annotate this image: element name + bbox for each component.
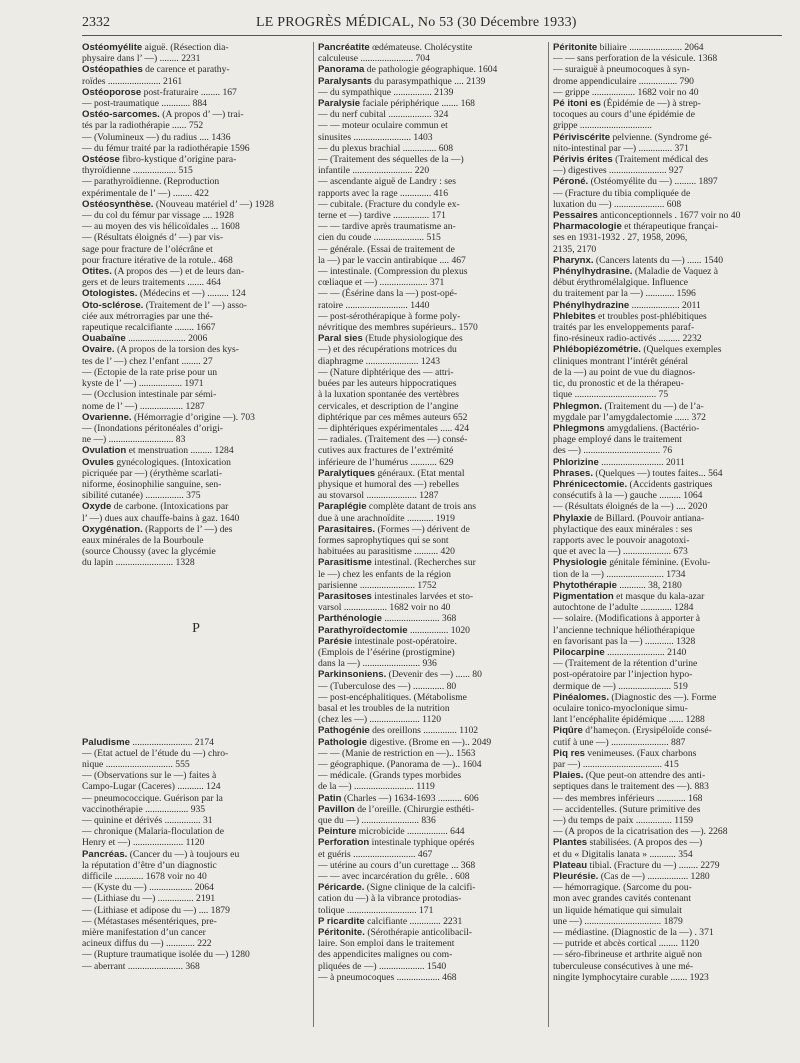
index-entry [318,42,546,64]
entry-text [82,333,310,344]
index-entry [318,591,546,613]
entry-text [553,725,781,747]
entry-details: (A propos de la torsion des kys- tes de l’ —) chez l’enfant ........ 27 — (Ectopie de la rate prise pour un kyste de l’ —) .................. 1971 — (Occlusion intestinale par sémi- nome de l’ —) .................. 1287 [82,344,239,412]
entry-text [318,804,546,826]
index-entry [318,725,546,736]
entry-text [318,76,546,98]
entry-text [318,64,546,75]
entry-headword: Plateau [553,859,588,871]
entry-text [82,412,310,446]
index-entry [82,109,310,154]
entry-headword: Ostéosynthèse. [82,198,154,210]
index-entry [553,132,781,154]
entry-text [82,87,310,109]
index-entry [318,927,546,983]
entry-text [553,837,781,859]
index-entry [553,423,781,457]
entry-text [82,300,310,334]
entry-headword: Phlorizine [553,456,599,468]
entry-headword: Peinture [318,826,357,838]
entry-headword: Pessaires [553,210,598,222]
index-entry [553,98,781,132]
entry-text [553,692,781,726]
entry-headword: Parkinsoniens. [318,669,387,681]
index-entry [82,266,310,288]
entry-headword: Péritonite. [318,927,365,939]
entry-text [318,468,546,502]
page-header [82,13,782,33]
entry-headword: Phrénicectomie. [553,478,628,490]
entry-details: .................... 2011 [629,299,701,311]
entry-text [318,98,546,333]
entry-details: complète datant de trois ans due à une arachnoïdite ........... 1919 [318,501,477,524]
index-entry [553,871,781,983]
index-column-3 [553,42,781,983]
section-letter: P [192,620,200,636]
entry-details: d’hameçon. (Erysipéloïde consé- cutif à une —) ........................ 887 [553,725,712,748]
entry-headword: Ostéose [82,154,120,166]
entry-text [82,457,310,502]
entry-headword: Paraplégie [318,501,367,513]
entry-headword: Oto-sclérose. [82,299,144,311]
entry-headword: Ostéoporose [82,86,142,98]
index-entry [318,98,546,333]
index-entry [82,333,310,344]
entry-details: intestinale post-opératoire. (Emplois de l’ésérine (prostigmine) dans la —) ........................ 936 [318,635,457,670]
page-number: 2332 [82,15,110,30]
entry-headword: Ovules [82,456,114,468]
entry-text [318,669,546,725]
entry-details: de carence et parathy- roïdes ...................... 2161 [82,64,230,87]
entry-headword: Pancréas. [82,848,128,860]
entry-text [553,98,781,132]
entry-details: (Maladie de Vaquez à début érythromélalgique. Influence du traitement par la —) ............ 1596 [553,266,719,300]
entry-headword: Ovarienne. [82,411,132,423]
entry-headword: Parathyroïdectomie [318,624,408,636]
entry-text [82,199,310,266]
index-entry [318,882,546,916]
entry-text [553,423,781,457]
entry-headword: Phlegmon. [553,400,603,412]
entry-text [82,109,310,154]
entry-text [553,311,781,345]
index-entry [553,557,781,579]
index-entry [553,210,781,221]
entry-details: et menstruation ......... 1284 [126,445,234,457]
index-entry [553,468,781,479]
entry-text [553,344,781,400]
entry-text [553,176,781,210]
entry-headword: Piqûre [553,725,583,737]
entry-headword: Phlegmons [553,422,605,434]
index-entry [553,860,781,871]
index-entry [82,524,310,569]
index-entry [553,154,781,176]
entry-text [553,748,781,770]
entry-text [553,221,781,255]
entry-text [553,580,781,591]
entry-headword: Pancréatite [318,42,370,53]
entry-text [82,501,310,523]
entry-details: (Nouveau matériel d’ —) 1928 — du col du fémur par vissage .... 1928 — au moyen des vis hélicoïdales ... 1608 — (Résultats éloignés d’ —) par vis- sage pour fracture de l’olécrâne et pour fracture itérative de la rotule.. 468 [82,198,274,266]
index-entry [82,412,310,446]
entry-details: faciale périphérique ....... 168 — du nerf cubital .................. 324 — — moteur oculaire commun et sinusites ........................ 1403 — du plexus brachial .............. 608 — (Traitement des séquelles de la —) infantile ......................... 220 — ascendante aiguë de Landry : ses rapports avec la rage ............. 416 — cubitale. (Fracture du condyle ex- terne et —) tardive ............... 171 — — tardive après traumatisme an- cien du coude ..................... 515 — générale. (Essai de traitement de la —) par le vaccin antirabique .... 467 — intestinale. (Compression du plexus cœliaque et —) .................... 371 — — (Ésérine dans la —) post-opé- ratoire .......................... 1440 — post-sérothérapique à forme poly- névritique des membres supérieurs.. 1570 [318,98,478,334]
entry-headword: Parasitisme [318,557,372,569]
entry-text [82,524,310,569]
index-entry [553,837,781,859]
entry-details: intestinales larvées et sto- varsol .................. 1682 voir no 40 [318,590,474,614]
column-divider [313,42,314,1027]
entry-details: génitale féminine. (Evolu- tion de la —) ........................ 1734 [553,557,711,580]
entry-text [82,288,310,299]
index-entry [318,737,546,793]
entry-headword: Ostéo-sarcomes. [82,109,160,121]
entry-details: (Quelques exemples cliniques montrant l’intérêt général de la —) au point de vue du diagnos- tic, du pronostic et de la thérapeu- tique .................................. 75 [553,344,722,401]
entry-details: biliaire ...................... 2064 — — sans perforation de la vésicule. 1368 — suraiguë à pneumocoques à syn- drome appendiculaire ................ 790 — grippe .................. 1682 voir no 40 [553,42,718,98]
index-entry [553,692,781,726]
entry-text [318,625,546,636]
entry-headword: Péritonite [553,42,598,53]
index-entry [553,221,781,255]
index-entry [553,748,781,770]
entry-headword: Parthénologie [318,613,382,625]
entry-details: (Ostéomyélite du —) ......... 1897 — (Fracture du tibia compliquée de luxation du —) ..................... 608 [553,176,718,210]
index-entry [553,725,781,747]
entry-text [318,882,546,916]
index-entry [318,625,546,636]
entry-headword: Patin [318,792,342,804]
entry-details: anticonceptionnels . 1677 voir no 40 [597,210,741,222]
entry-details: intestinal. (Recherches sur le —) chez les enfants de la région parisienne ....................... 1752 [318,557,476,591]
index-entry [82,288,310,299]
entry-text [318,501,546,523]
index-entry [553,479,781,513]
entry-headword: Paralysie [318,98,361,110]
entry-details: (Devenir des —) ...... 80 — (Tuberculose des —) ............. 80 — post-encéphalitiques. (Métabolisme basal et les troubles de la nutrition (chez les —) ..................... 1120 [318,669,482,726]
entry-text [82,445,310,456]
entry-text [318,524,546,558]
entry-headword: Ouabaïne [82,333,126,345]
entry-details: ........... 38, 2180 [616,579,682,591]
entry-headword: Phénylhydrasine. [553,266,633,278]
entry-details: ........................ 2140 — (Traitement de la rétention d’urine post-opératoire par l’injection hypo- dermique de —) ...................... 519 [553,646,698,692]
entry-details: (Diagnostic des —). Forme oculaire tonico-myoclonique simu- lant l’encéphalite épidémique ...... 1288 [553,691,717,726]
index-entry [318,468,546,502]
entry-details: des oreillons .............. 1102 [369,725,479,737]
index-entry [318,613,546,624]
index-entry [82,445,310,456]
entry-text [318,725,546,736]
entry-headword: Phénylhydrazine [553,299,630,311]
entry-details: microbicide ................. 644 [356,826,465,838]
entry-details: venimeuses. (Faux charbons par —) ................................. 415 [553,747,697,770]
entry-headword: Physiologie [553,557,607,569]
entry-details: de carbone. (Intoxications par l’ —) dues aux chauffe-bains à gaz. 1640 [82,501,240,524]
entry-details: ......................... 2174 — (Etat actuel de l’étude du —) chro- nique ............................ 555 — (Observations sur le —) faites à Campo-Lugar (Caceres) ........... 124 — pneumococcique. Guérison par la vaccinothérapie .................. 935 — quinine et dérivés ............... 31 — chronique (Malaria-floculation de Henry et —) ..................... 1120 [82,736,229,849]
index-entry [82,457,310,502]
entry-details: tibial. (Fracture du —) ........ 2279 [587,859,720,871]
entry-details: (Quelques —) toutes faites... 564 [593,467,723,479]
entry-headword: Ostéopathies [82,64,143,76]
entry-headword: Paralytiques [318,467,376,479]
index-entry [318,837,546,882]
entry-details: (Traitement du —) de l’a- mygdale par l’amygdalectomie ...... 372 [553,400,706,423]
entry-details: amygdaliens. (Bactério- phage employé dans le traitement des —) ................................ 76 [553,422,700,457]
column-divider [548,42,549,1027]
entry-headword: Plaies. [553,770,584,782]
entry-text [82,64,310,86]
entry-headword: Pathogénie [318,725,370,737]
entry-details: (Sérothérapie anticolibacil- laire. Son emploi dans le traitement des appendicites malignes ou com- pliquées de —) ................... 1540 — à pneumocoques .................. 468 [318,927,473,983]
entry-headword: Ovaire. [82,344,115,356]
entry-headword: Pharmacologie [553,221,622,233]
entry-text [82,42,310,64]
index-entry [82,300,310,334]
index-entry [318,76,546,98]
index-entry [553,513,781,558]
entry-details: aiguë. (Résection dia- physaire dans l’ —) ........ 2231 [82,42,229,65]
entry-details: (Cancer du —) à toujours eu la réputation d’être d’un diagnostic difficile ............ 1678 voir no 40 — (Kyste du —) .................. 2064 — (Lithiase du —) ............... 2191 — (Lithiase et adipose du —) .... 1879 — (Métastases mésentériques, pre- mière manifestation d’un cancer acineux diffus du —) ............ 222 — (Rupture traumatique isolée du —) 1280 — aberrant ....................... 368 [82,848,250,972]
index-entry [82,42,310,64]
entry-details: (Que peut-on attendre des anti- septiques dans le traitement des —). 883 — des membres inférieurs ............ 168 — accidentelles. (Suture primitive des —) du temps de paix ............... 1159 — (A propos de la cicatrisation des —). 2268 [553,770,728,838]
entry-details: (A propos des —) et de leurs dan- gers et de leurs traitements ....... 464 [82,266,245,289]
entry-details: (Épidémie de —) à strep- tocoques au cours d’une épidémie de grippe .............................. [553,98,701,132]
entry-headword: Phylaxie [553,512,592,524]
index-entry [553,647,781,692]
entry-details: digestive. (Brome en —).. 2049 — — (Manie de restriction en —).. 1563 — géographique. (Panorama de —).. 1604 — médicale. (Grands types morbides de la —) ......................... 1119 [318,736,492,793]
entry-details: (A propos d’ —) trai- tés par la radiothérapie ...... 752 — (Volumineux —) du radius .... 1436 — du fémur traité par la radiothérapie 1596 [82,109,250,154]
entry-details: (Accidents gastriques consécutifs à la —) gauche ......... 1064 — (Résultats éloignés de la —) .... 2020 [553,478,713,513]
entry-text [553,266,781,300]
entry-details: (Signe clinique de la calcifi- cation du —) à la vibrance protodias- tolique ............................. 171 [318,882,476,916]
entry-details: et troubles post-phlébitiques traités par les enveloppements paraf- fino-résineux radio-activés ......... 2232 [553,310,707,345]
index-entry [318,793,546,804]
entry-details: et masque du kala-azar autochtone de l’adulte ............. 1284 — solaire. (Modifications à apporter à l’ancienne technique héliothérapique en favorisant pas la —) ............ 1328 [553,590,705,647]
journal-title: LE PROGRÈS MÉDICAL, No 53 (30 Décembre 1933) [256,15,577,30]
entry-details: (Formes —) dérivent de formes saprophytiques qui se sont habituées au parasitisme .......... 420 [318,523,470,558]
entry-headword: Pharynx. [553,254,594,266]
entry-headword: Paludisme [82,736,130,748]
index-entry [553,457,781,468]
entry-details: (Traitement médical des —) digestives ........................ 927 [553,154,709,177]
entry-text [318,42,546,64]
entry-text [318,613,546,624]
entry-headword: Pigmentation [553,590,614,602]
entry-headword: Périviscérite [553,131,611,143]
entry-text [553,154,781,176]
index-entry [553,770,781,837]
entry-headword: Parésie [318,635,353,647]
entry-text [318,793,546,804]
index-entry [318,557,546,591]
entry-text [82,266,310,288]
index-entry [553,344,781,400]
index-entry [82,154,310,199]
entry-headword: Perforation [318,837,370,849]
entry-details: (Traitement de l’ —) asso- ciée aux métrorragies par une thé- rapeutique recalcifiante ........ 1667 [82,299,247,334]
entry-headword: Pavillon [318,803,355,815]
entry-text [318,636,546,670]
entry-text [318,333,546,467]
entry-headword: Ovulation [82,445,127,457]
entry-text [553,42,781,98]
entry-headword: Pilocarpine [553,646,605,658]
entry-text [553,871,781,983]
entry-text [553,770,781,837]
entry-text [553,401,781,423]
entry-details: .......................... 2011 [598,456,685,468]
entry-headword: Phlebites [553,310,596,322]
entry-headword: Phrases. [553,467,594,479]
entry-headword: Otologistes. [82,288,138,300]
entry-text [318,826,546,837]
entry-text [553,457,781,468]
entry-details: stabilisées. (A propos des —) et du « Digitalis lanata » ........... 354 [553,837,703,860]
entry-headword: Périvis érites [553,154,613,166]
index-entry [553,42,781,98]
index-entry [318,333,546,467]
entry-details: (Hémorragie d’origine —). 703 — (Inondations péritonéales d’origi- ne —) ........................... 83 [82,411,255,446]
entry-details: œdémateuse. Cholécystite calculeuse ...................... 704 [318,42,473,65]
entry-headword: Phlébopiézométrie. [553,344,641,356]
header-rule [82,35,782,36]
index-entry [318,916,546,927]
entry-headword: Oxyde [82,501,112,513]
entry-text [318,837,546,882]
entry-details: (Charles —) 1634-1693 .......... 606 [341,792,479,804]
index-entry [318,804,546,826]
index-entry [553,300,781,311]
entry-details: ................ 1020 [407,624,470,636]
entry-headword: P ricardite [318,915,365,927]
entry-details: pelvienne. (Syndrome gé- nito-intestinal par —) .............. 371 [553,131,712,154]
entry-headword: Pathologie [318,736,368,748]
entry-text [82,154,310,199]
entry-text [553,860,781,871]
entry-details: de pathologie géographique. 1604 [364,64,498,76]
entry-details: calcifiante ............. 2231 [364,915,463,927]
index-entry [318,501,546,523]
entry-text [553,255,781,266]
entry-details: (Cas de —) ................. 1280 — hémorragique. (Sarcome du pou- mon avec grandes cavités contenant un liquide hématique qui simulait une —) ................................ 1879 — médiastine. (Diagnostic de la —) . 371 — putride et abcès cortical ........ 1120 — séro-fibrineuse et arthrite aiguë non tuberculeuse consécutives à une mé- ningite lymphocytaire curable ....... 1923 [553,871,714,983]
entry-headword: Parasitoses [318,590,372,602]
entry-details: gynécologiques. (Intoxication picriquée par —) (érythème scarlati- niforme, éosinophilie sanguine, sen- sibilité cutanée) ................ 375 [82,456,231,502]
entry-headword: Parasitaires. [318,523,376,535]
entry-text [82,849,310,972]
entry-headword: Pleurésie. [553,871,599,883]
entry-text [318,927,546,983]
entry-text [553,647,781,692]
index-entry [553,176,781,210]
index-entry [82,737,310,849]
entry-details: post-fraturaire ........ 167 — post-traumatique ............ 884 [82,86,237,110]
entry-headword: Panorama [318,64,365,76]
entry-headword: Paralysants [318,75,372,87]
index-entry [82,849,310,972]
entry-headword: Paral sies [318,333,363,345]
entry-text [553,210,781,221]
entry-text [553,513,781,558]
entry-headword: Péroné. [553,176,589,188]
entry-text [553,591,781,647]
entry-headword: Pé itoni es [553,98,601,110]
index-entry [553,311,781,345]
entry-text [553,300,781,311]
entry-details: (Cancers latents du —) ...... 1540 [593,254,724,266]
entry-text [82,344,310,411]
entry-details: généraux. (Etat mental physique et humoral des —) rebelles au stovarsol ..................... 1287 [318,467,465,502]
entry-headword: Otites. [82,266,112,278]
entry-text [553,468,781,479]
entry-headword: Péricarde. [318,882,365,894]
index-entry [553,401,781,423]
index-entry [553,255,781,266]
index-entry [82,64,310,86]
entry-details: du parasympathique .... 2139 — du sympathique ................ 2139 [318,75,486,98]
index-entry [318,64,546,75]
entry-text [318,916,546,927]
index-entry [82,501,310,523]
entry-text [553,557,781,579]
entry-details: (Etude physiologique des —) et des récupérations motrices du diaphragme ...................... 1243 — (Nature diphtérique des — attri- buées par les auteurs hippocratiques à la luxation spontanée des vertèbres cervicales, et description de l’angine diphtérique par ces mêmes auteurs 652 — diphtériques expérimentales ..... 424 — radiales. (Traitement des —) consé- cutives aux fractures de l’extrémité inférieure de l’humérus ........... 629 [318,333,470,468]
entry-details: de Billard. (Pouvoir antiana- phylactique des eaux minérales : ses rapports avec le pouvoir anagotoxi- que et avec la —) .................... 673 [553,512,705,558]
index-entry [318,826,546,837]
index-entry [553,266,781,300]
entry-text [318,737,546,793]
entry-text [318,591,546,613]
index-column-2 [318,42,546,983]
entry-headword: Plantes [553,837,588,849]
entry-text [82,737,310,849]
entry-headword: Phytothérapie [553,579,617,591]
entry-text [553,479,781,513]
entry-details: intestinale typhique opérés et guéris .......................... 467 — utérine au cours d’un curettage ... 368 — — avec incarcération du grêle. . 608 [318,837,476,883]
index-entry [82,87,310,109]
index-entry [318,669,546,725]
index-entry [318,636,546,670]
index-entry [82,199,310,266]
entry-text [553,132,781,154]
entry-details: et thérapeutique françai- ses en 1931-1932 . 27, 1958, 2096, 2135, 2170 [553,221,718,255]
entry-details: (Rapports de l’ —) des eaux minérales de la Bourboule (source Choussy (avec la glycémie du lapin ........................ 1328 [82,523,233,569]
index-column-1 [82,42,310,972]
entry-headword: Pinéalomes. [553,691,609,703]
index-entry [318,524,546,558]
index-entry [553,580,781,591]
entry-details: de l’oreille. (Chirurgie esthéti- que du —) ........................ 836 [318,803,475,827]
entry-headword: Piq res [553,747,585,759]
entry-headword: Ostéomyélite [82,42,143,53]
entry-details: ....................... 368 [381,613,457,625]
entry-details: (Médecins et —) ......... 124 [137,288,246,300]
entry-details: fibro-kystique d’origine para- thyroïdienne .................. 515 — parathyroïdienne. (Reproduction expérimentale de l’ —) ........ 422 [82,154,237,199]
index-entry [82,344,310,411]
index-entry [553,591,781,647]
entry-text [318,557,546,591]
entry-details: ........................ 2006 [125,333,208,345]
entry-headword: Oxygénation. [82,523,143,535]
